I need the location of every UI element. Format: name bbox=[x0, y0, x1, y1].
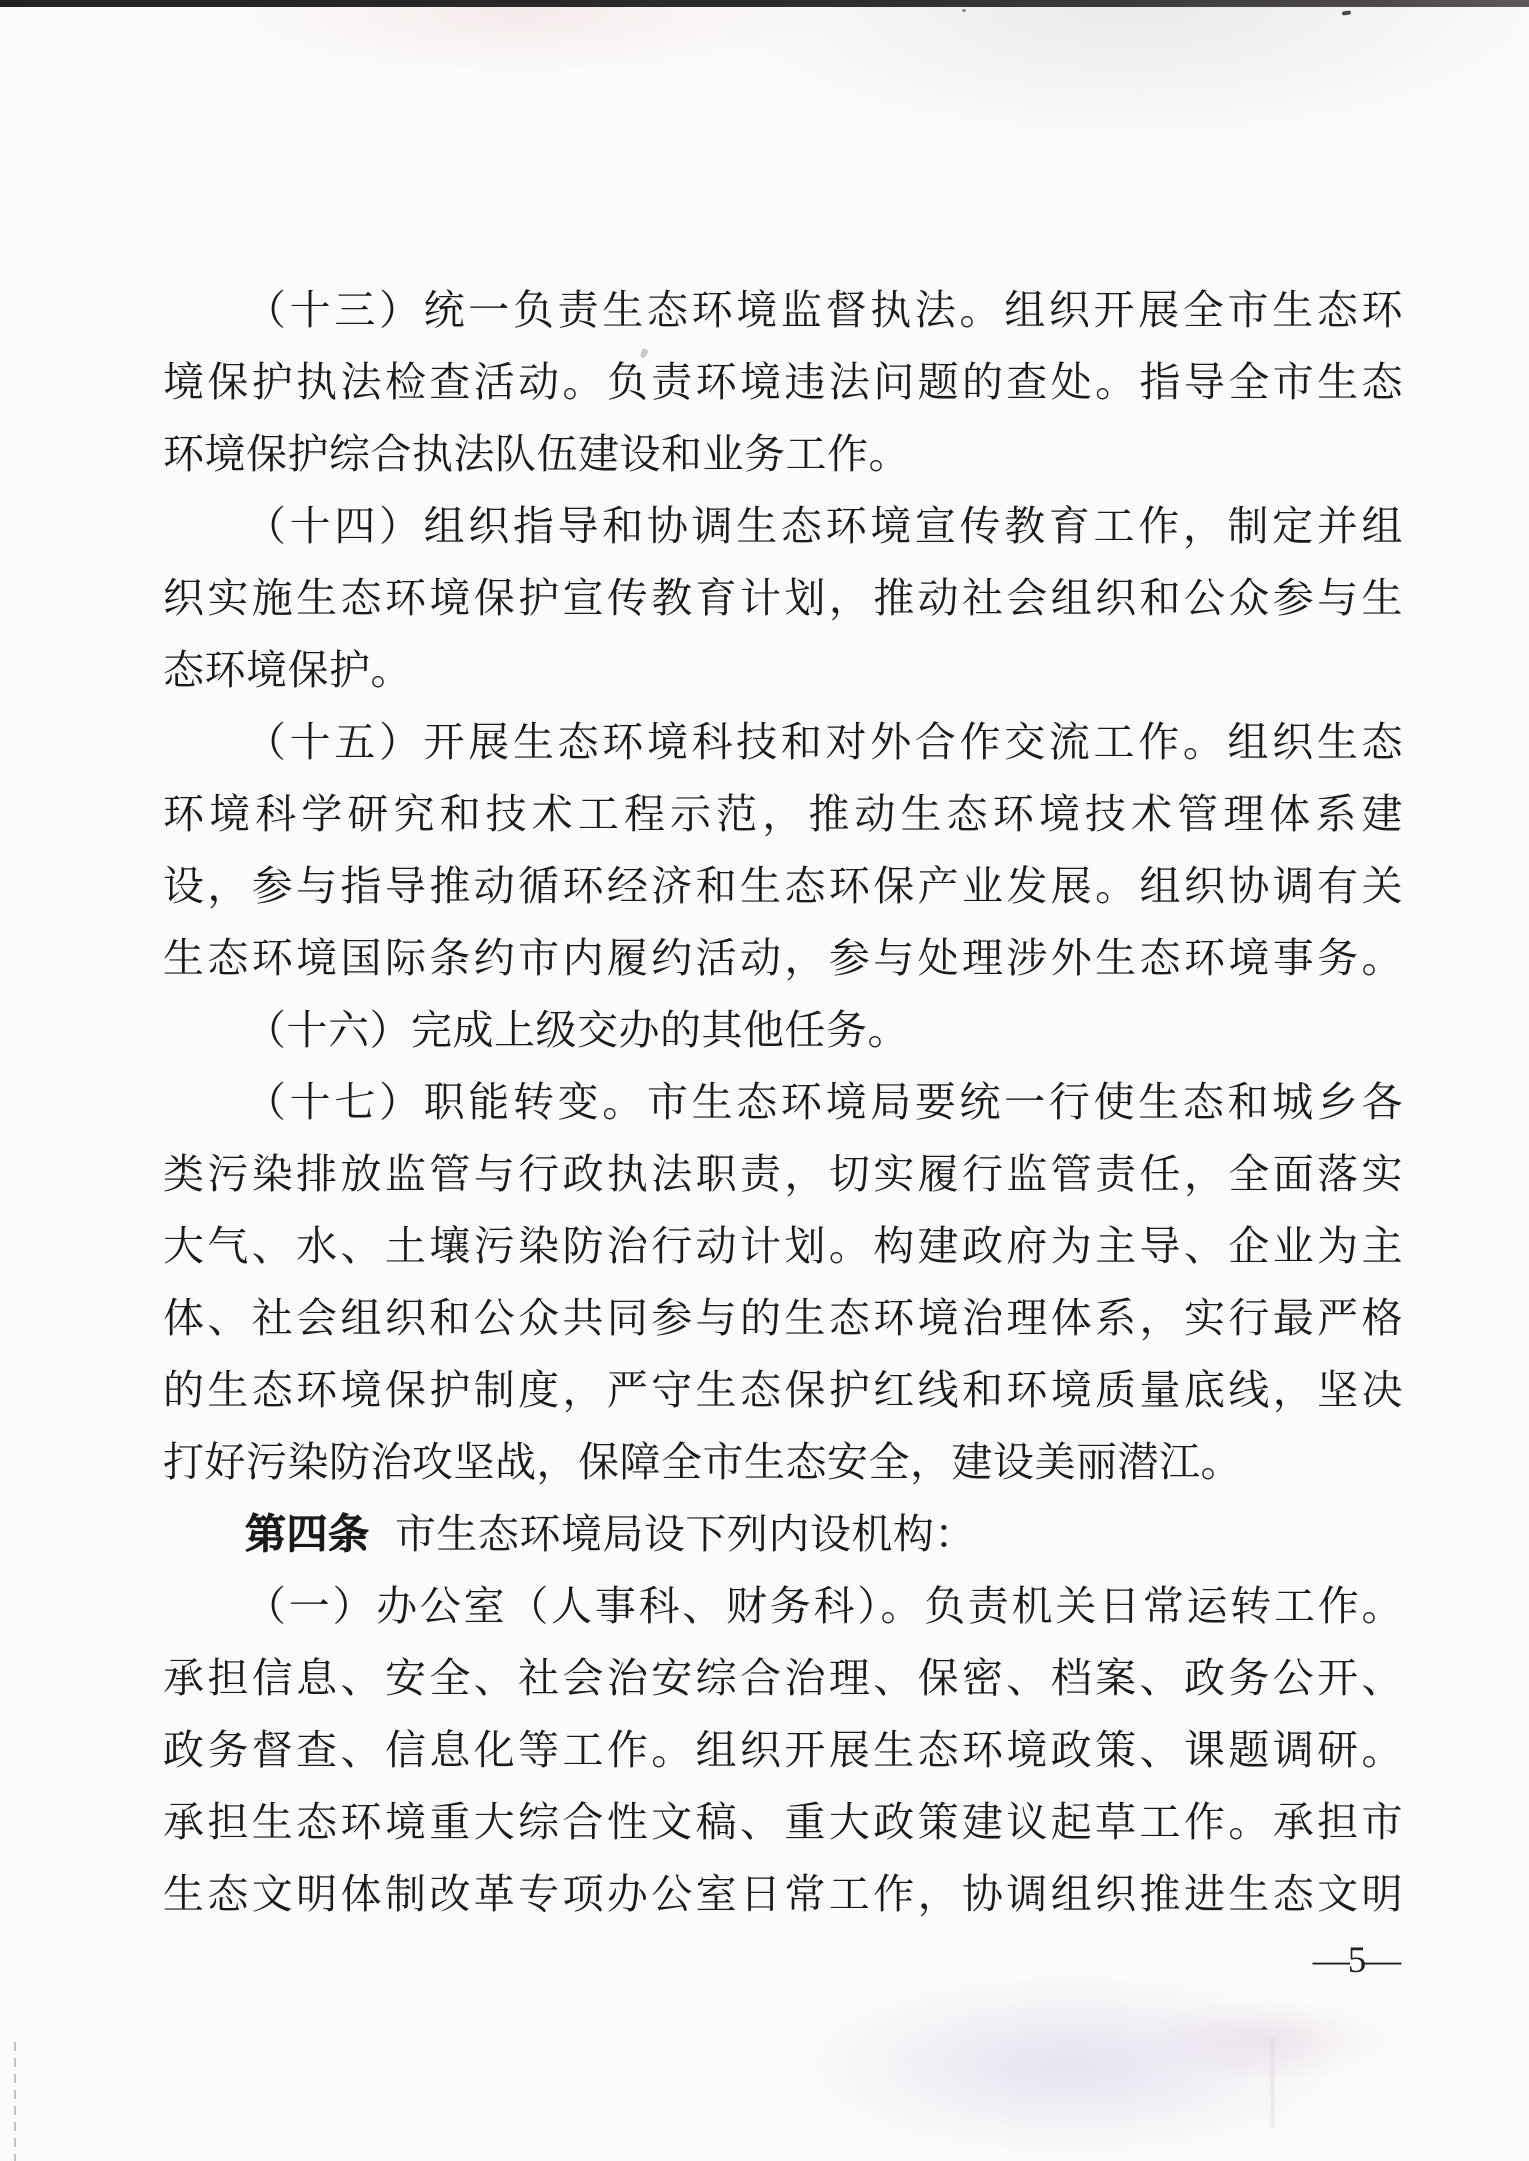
text-line: 大气、水、土壤污染防治行动计划。构建政府为主导、企业为主 bbox=[163, 1223, 1403, 1269]
text-line: （十七）职能转变。市生态环境局要统一行使生态和城乡各 bbox=[245, 1079, 1403, 1125]
page-number: —5— bbox=[1312, 1940, 1400, 1981]
text-line: 设，参与指导推动循环经济和生态环保产业发展。组织协调有关 bbox=[163, 863, 1403, 909]
text-line: 环境保护综合执法队伍建设和业务工作。 bbox=[163, 431, 910, 477]
text-line: （十六）完成上级交办的其他任务。 bbox=[245, 1007, 909, 1053]
scan-top-edge-artifact bbox=[0, 0, 1529, 7]
scan-speck bbox=[962, 9, 966, 12]
text-line: 生态文明体制改革专项办公室日常工作，协调组织推进生态文明 bbox=[163, 1871, 1403, 1917]
text-line: 体、社会组织和公众共同参与的生态环境治理体系，实行最严格 bbox=[163, 1295, 1403, 1341]
article-number-label: 第四条 bbox=[245, 1511, 370, 1557]
text-line: 类污染排放监管与行政执法职责，切实履行监管责任，全面落实 bbox=[163, 1151, 1403, 1197]
text-line: （一）办公室（人事科、财务科）。负责机关日常运转工作。 bbox=[245, 1583, 1403, 1629]
text-line: （十五）开展生态环境科技和对外合作交流工作。组织生态 bbox=[245, 719, 1403, 765]
text-line: 境保护执法检查活动。负责环境违法问题的查处。指导全市生态 bbox=[163, 359, 1403, 405]
bleedthrough-line-artifact bbox=[1271, 2038, 1274, 2128]
text-line: 政务督查、信息化等工作。组织开展生态环境政策、课题调研。 bbox=[163, 1727, 1403, 1773]
text-line: 的生态环境保护制度，严守生态保护红线和环境质量底线，坚决 bbox=[163, 1367, 1403, 1413]
text-line: （十四）组织指导和协调生态环境宣传教育工作，制定并组 bbox=[245, 503, 1403, 549]
text-line: 态环境保护。 bbox=[163, 647, 412, 693]
scan-speck bbox=[1342, 10, 1351, 15]
document-body bbox=[163, 274, 1403, 1930]
text-line: 承担信息、安全、社会治安综合治理、保密、档案、政务公开、 bbox=[163, 1655, 1403, 1701]
text-line: 织实施生态环境保护宣传教育计划，推动社会组织和公众参与生 bbox=[163, 575, 1403, 621]
text-line: （十三）统一负责生态环境监督执法。组织开展全市生态环 bbox=[245, 287, 1403, 333]
text-line: 第四条 市生态环境局设下列内设机构： bbox=[245, 1511, 976, 1557]
text-line: 环境科学研究和技术工程示范，推动生态环境技术管理体系建 bbox=[163, 791, 1403, 837]
text-line: 打好污染防治攻坚战，保障全市生态安全，建设美丽潜江。 bbox=[163, 1439, 1242, 1485]
scan-line-artifact bbox=[14, 2042, 16, 2161]
text-line: 生态环境国际条约市内履约活动，参与处理涉外生态环境事务。 bbox=[163, 935, 1403, 981]
text-line: 承担生态环境重大综合性文稿、重大政策建议起草工作。承担市 bbox=[163, 1799, 1403, 1845]
